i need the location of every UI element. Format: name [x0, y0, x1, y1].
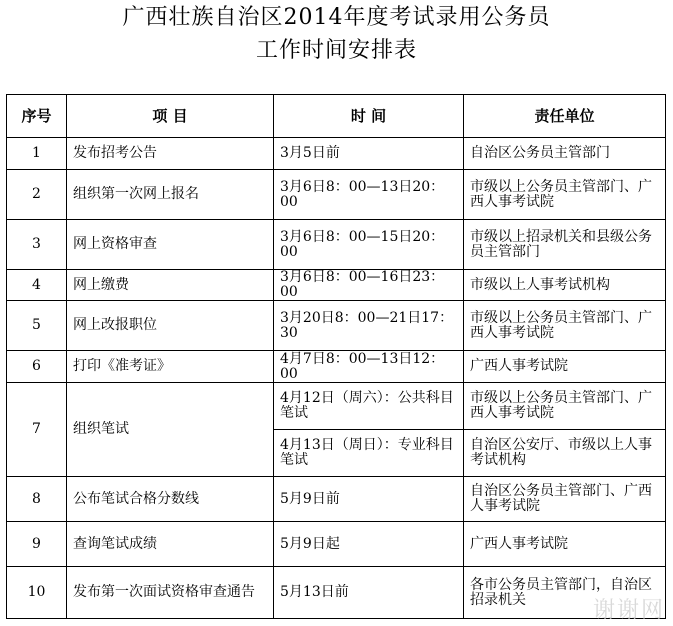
table-row: [7, 220, 666, 270]
header-no: 序号: [7, 95, 67, 138]
row-unit: 市级以上公务员主管部门、广西人事考试院: [464, 170, 666, 220]
row-time: 3月6日8：00—15日20：00: [274, 220, 464, 270]
table-header-row: [7, 95, 666, 138]
table-row: [7, 270, 666, 301]
row-no: 5: [7, 301, 67, 351]
row-item: 网上缴费: [67, 270, 274, 301]
row-time: 4月13日（周日）：专业科目笔试: [274, 430, 464, 477]
table-row: [7, 351, 666, 383]
header-item: 项 目: [67, 95, 274, 138]
header-time: 时 间: [274, 95, 464, 138]
row-time: 4月7日8：00—13日12：00: [274, 351, 464, 383]
row-unit: 市级以上公务员主管部门、广西人事考试院: [464, 301, 666, 351]
row-time: 3月6日8：00—16日23：00: [274, 270, 464, 301]
table-row: [7, 383, 666, 430]
row-item: 组织笔试: [67, 383, 274, 477]
row-item: 公布笔试合格分数线: [67, 477, 274, 522]
row-unit: 市级以上公务员主管部门、广西人事考试院: [464, 383, 666, 430]
table-row: [7, 567, 666, 619]
row-item: 打印《准考证》: [67, 351, 274, 383]
row-unit: 市级以上人事考试机构: [464, 270, 666, 301]
row-unit: 自治区公务员主管部门: [464, 138, 666, 170]
row-no: 6: [7, 351, 67, 383]
schedule-table: [6, 94, 666, 619]
row-unit: 广西人事考试院: [464, 522, 666, 567]
header-unit: 责任单位: [464, 95, 666, 138]
watermark: 谢谢网: [592, 598, 665, 623]
row-item: 发布招考公告: [67, 138, 274, 170]
row-time: 3月6日8：00—13日20：00: [274, 170, 464, 220]
row-unit: 广西人事考试院: [464, 351, 666, 383]
row-no: 8: [7, 477, 67, 522]
row-no: 1: [7, 138, 67, 170]
row-item: 发布第一次面试资格审查通告: [67, 567, 274, 619]
row-time: 3月20日8：00—21日17：30: [274, 301, 464, 351]
row-item: 网上改报职位: [67, 301, 274, 351]
row-unit: 市级以上招录机关和县级公务员主管部门: [464, 220, 666, 270]
row-unit: 自治区公安厅、市级以上人事考试机构: [464, 430, 666, 477]
table-row: [7, 301, 666, 351]
table-row: [7, 522, 666, 567]
row-unit: 自治区公务员主管部门、广西人事考试院: [464, 477, 666, 522]
table-row: [7, 477, 666, 522]
row-no: 3: [7, 220, 67, 270]
table-row: [7, 170, 666, 220]
row-time: 5月9日起: [274, 522, 464, 567]
row-time: 5月13日前: [274, 567, 464, 619]
row-no: 9: [7, 522, 67, 567]
row-time: 3月5日前: [274, 138, 464, 170]
row-time: 5月9日前: [274, 477, 464, 522]
row-no: 4: [7, 270, 67, 301]
row-no: 10: [7, 567, 67, 619]
row-no: 7: [7, 383, 67, 477]
row-time: 4月12日（周六）：公共科目笔试: [274, 383, 464, 430]
row-item: 查询笔试成绩: [67, 522, 274, 567]
row-unit: 各市公务员主管部门，自治区招录机关: [464, 567, 666, 619]
row-item: 网上资格审查: [67, 220, 274, 270]
table-row: [7, 138, 666, 170]
document-subtitle: 工作时间安排表: [255, 38, 417, 63]
row-item: 组织第一次网上报名: [67, 170, 274, 220]
document-title: 广西壮族自治区2014年度考试录用公务员: [122, 5, 551, 30]
row-no: 2: [7, 170, 67, 220]
